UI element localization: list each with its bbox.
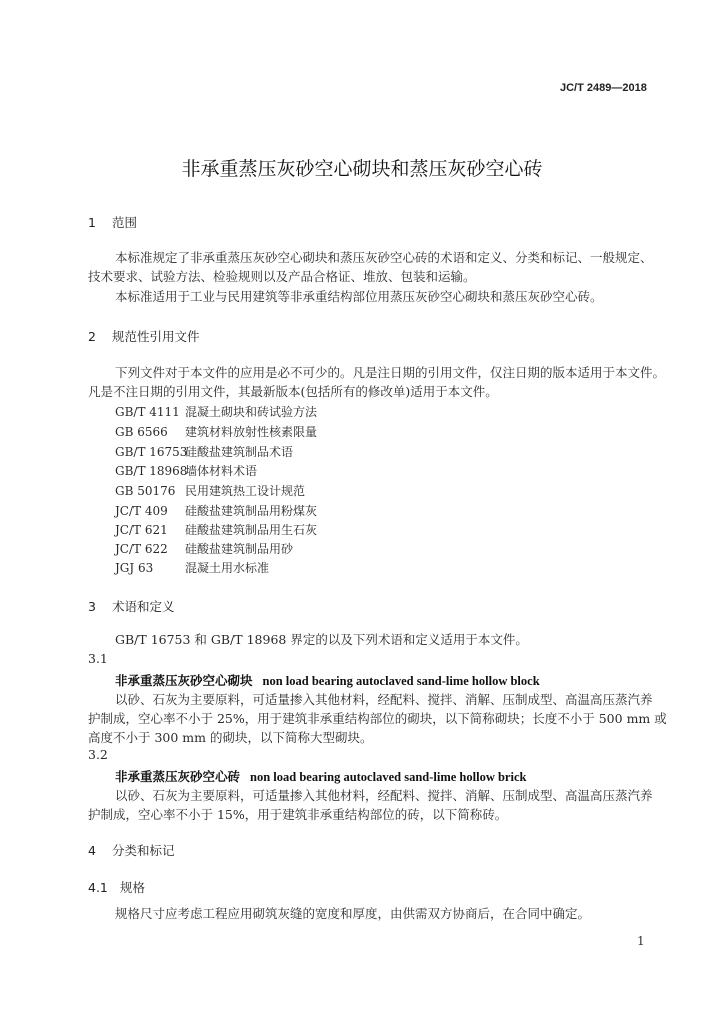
paragraph-line: 护制成，空心率不小于 25%，用于建筑非承重结构部位的砌块，以下简称砌块；长度不小于 500 mm 或 [88, 711, 667, 726]
normative-reference [115, 521, 317, 538]
paragraph-line: 凡是不注日期的引用文件，其最新版本(包括所有的修改单)适用于本文件。 [88, 384, 498, 399]
section-4-heading [88, 841, 175, 859]
reference-title: 混凝土用水标准 [185, 561, 270, 575]
paragraph-line: 本标准规定了非承重蒸压灰砂空心砌块和蒸压灰砂空心砖的术语和定义、分类和标记、一般规定、 [115, 250, 653, 265]
document-title: 非承重蒸压灰砂空心砌块和蒸压灰砂空心砖 [181, 158, 543, 180]
normative-reference [115, 540, 293, 557]
normative-reference [115, 482, 305, 499]
page-number: 1 [637, 934, 645, 948]
reference-title: 民用建筑热工设计规范 [185, 484, 306, 498]
reference-title: 建筑材料放射性核素限量 [185, 425, 318, 439]
reference-title: 墙体材料术语 [185, 464, 258, 478]
reference-code: GB 50176 [115, 484, 176, 498]
reference-code: GB/T 4111 [115, 405, 180, 419]
term-heading [115, 670, 540, 689]
term-chinese: 非承重蒸压灰砂空心砖 [115, 769, 241, 784]
term-heading [115, 766, 526, 785]
term-number: 3.2 [88, 747, 108, 762]
reference-code: GB/T 16753 [115, 445, 188, 459]
normative-reference [115, 443, 293, 460]
section-2-heading [88, 327, 200, 345]
normative-reference [115, 559, 269, 576]
normative-reference [115, 462, 257, 479]
reference-code: JC/T 409 [115, 504, 168, 518]
section-3-heading [88, 597, 175, 615]
subsection-title: 规格 [120, 880, 146, 895]
paragraph-line: 以砂、石灰为主要原料，可适量掺入其他材料，经配料、搅拌、消解、压制成型、高温高压蒸汽养 [115, 692, 653, 707]
paragraph-line: 规格尺寸应考虑工程应用砌筑灰缝的宽度和厚度，由供需双方协商后，在合同中确定。 [115, 906, 591, 921]
paragraph-line: 以砂、石灰为主要原料，可适量掺入其他材料，经配料、搅拌、消解、压制成型、高温高压蒸汽养 [115, 788, 653, 803]
normative-reference [115, 502, 317, 519]
reference-code: JGJ 63 [115, 561, 154, 575]
standard-code: JC/T 2489—2018 [560, 82, 647, 94]
reference-title: 硅酸盐建筑制品用粉煤灰 [185, 504, 318, 518]
section-number: 3 [88, 599, 96, 614]
paragraph-line: 技术要求、试验方法、检验规则以及产品合格证、堆放、包装和运输。 [88, 269, 476, 284]
subsection-heading [88, 878, 145, 896]
section-title: 规范性引用文件 [112, 329, 200, 344]
reference-title: 混凝土砌块和砖试验方法 [185, 405, 318, 419]
paragraph-line: 护制成，空心率不小于 15%，用于建筑非承重结构部位的砖，以下简称砖。 [88, 807, 508, 822]
term-english: non load bearing autoclaved sand-lime hollow block [262, 674, 540, 688]
section-1-heading [88, 213, 137, 231]
normative-reference [115, 423, 317, 440]
subsection-number: 4.1 [88, 880, 108, 895]
normative-reference [115, 403, 317, 420]
reference-title: 硅酸盐建筑制品术语 [185, 445, 294, 459]
section-title: 范围 [112, 215, 138, 230]
paragraph-line: 高度不小于 300 mm 的砌块，以下简称大型砌块。 [88, 730, 373, 745]
term-english: non load bearing autoclaved sand-lime hollow brick [250, 770, 527, 784]
reference-code: GB 6566 [115, 425, 168, 439]
reference-title: 硅酸盐建筑制品用生石灰 [185, 523, 318, 537]
paragraph-line: 下列文件对于本文件的应用是必不可少的。凡是注日期的引用文件，仅注日期的版本适用于本文件。 [115, 365, 666, 380]
reference-code: JC/T 621 [115, 523, 168, 537]
paragraph-line: GB/T 16753 和 GB/T 18968 界定的以及下列术语和定义适用于本文件。 [115, 632, 528, 647]
reference-code: GB/T 18968 [115, 464, 188, 478]
section-number: 2 [88, 329, 96, 344]
term-chinese: 非承重蒸压灰砂空心砌块 [115, 673, 253, 688]
paragraph-line: 本标准适用于工业与民用建筑等非承重结构部位用蒸压灰砂空心砌块和蒸压灰砂空心砖。 [115, 289, 603, 304]
term-number: 3.1 [88, 651, 108, 666]
section-title: 分类和标记 [112, 843, 175, 858]
section-number: 4 [88, 843, 96, 858]
reference-title: 硅酸盐建筑制品用砂 [185, 542, 294, 556]
reference-code: JC/T 622 [115, 542, 168, 556]
section-title: 术语和定义 [112, 599, 175, 614]
section-number: 1 [88, 215, 96, 230]
